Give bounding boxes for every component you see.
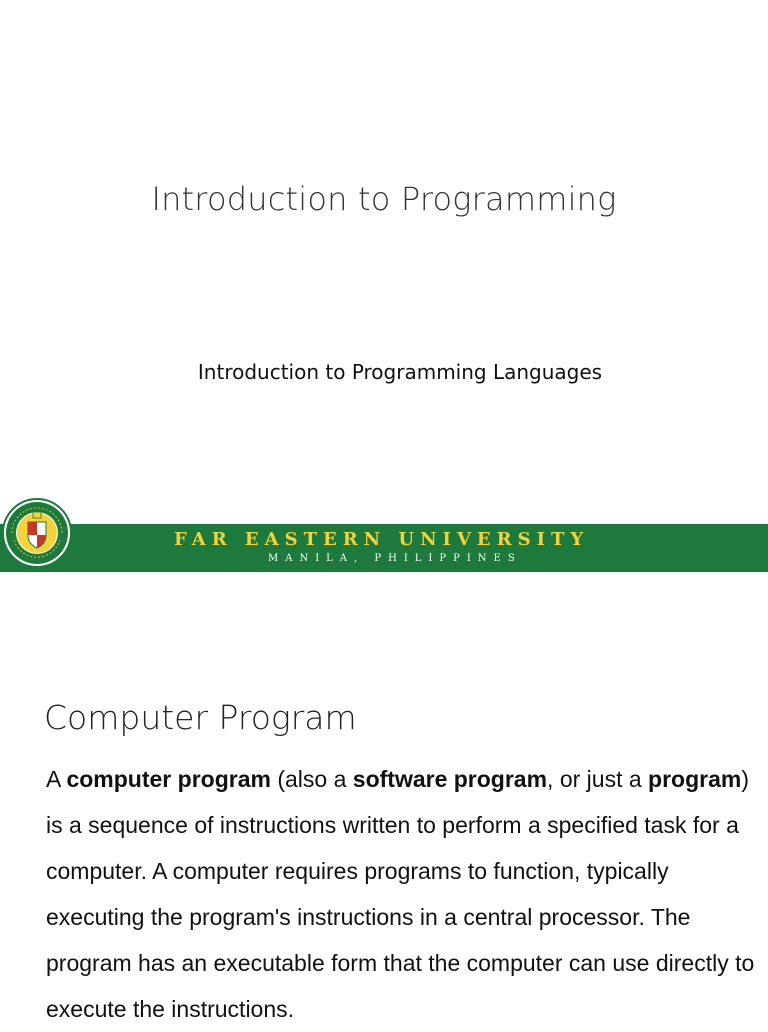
slide-subtitle: Introduction to Programming Languages [197,360,603,384]
university-location: MANILA, PHILIPPINES [268,553,522,564]
slide-heading: Computer Program [44,698,357,737]
body-text-run: , or just a [547,766,649,792]
term-software-program: software program [352,766,548,792]
body-text-run: ) is a sequence of instructions written to perform a specified task for a computer. A computer requires programs to function, typically executing the program's instructions in a central processor. The program has an executable form that the computer can use directly to execute the instructions. [46,766,755,1022]
term-computer-program: computer program [66,766,271,792]
university-name: FAR EASTERN UNIVERSITY [174,529,590,550]
university-seal-icon [2,498,72,568]
term-program: program [648,766,742,792]
content-slide [0,576,768,1024]
body-text-run: (also a [270,766,353,792]
slide-title: Introduction to Programming [151,180,617,218]
slide-body-paragraph [46,756,756,1032]
body-text-run: A [46,766,67,792]
